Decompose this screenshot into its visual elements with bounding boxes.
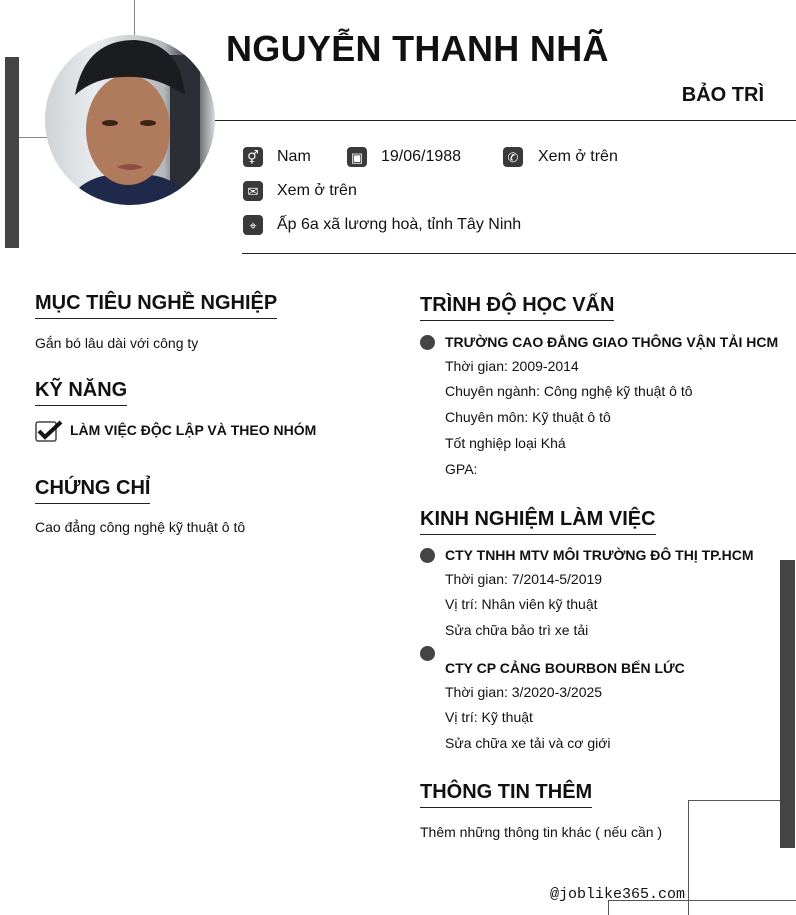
phone-icon: ✆ <box>503 147 523 167</box>
checkbox-checked-icon <box>35 419 57 440</box>
email-icon: ✉ <box>243 181 263 201</box>
company-name: CTY CP CẢNG BOURBON BẾN LỨC <box>445 660 685 676</box>
extra-info-text: Thêm những thông tin khác ( nếu cần ) <box>420 824 663 840</box>
education-line: Tốt nghiệp loại Khá <box>445 435 566 451</box>
job-title: BẢO TRÌ <box>681 84 764 106</box>
profile-photo <box>45 35 215 205</box>
certificate-text: Cao đẳng công nghệ kỹ thuật ô tô <box>35 519 246 535</box>
divider <box>215 120 796 121</box>
decor-line <box>688 800 689 915</box>
education-line: Chuyên môn: Kỹ thuật ô tô <box>445 409 611 425</box>
job-line: Vị trí: Nhân viên kỹ thuật <box>445 596 598 612</box>
skills-heading: KỸ NĂNG <box>35 379 127 406</box>
objective-heading: MỤC TIÊU NGHỀ NGHIỆP <box>35 292 277 319</box>
divider <box>242 253 796 254</box>
skill-item: LÀM VIỆC ĐỘC LẬP VÀ THEO NHÓM <box>70 422 317 438</box>
calendar-icon: ▣ <box>347 147 367 167</box>
bullet-icon <box>420 646 435 661</box>
certificates-heading: CHỨNG CHỈ <box>35 477 150 504</box>
objective-text: Gắn bó lâu dài với công ty <box>35 335 199 351</box>
decor-line <box>688 800 780 801</box>
decor-line <box>134 0 135 38</box>
education-line: GPA: <box>445 461 478 477</box>
gender-icon: ⚥ <box>243 147 263 167</box>
job-line: Sửa chữa xe tải và cơ giới <box>445 735 611 751</box>
bullet-icon <box>420 548 435 563</box>
decor-bar-left <box>5 57 19 248</box>
education-heading: TRÌNH ĐỘ HỌC VẤN <box>420 294 614 321</box>
education-line: Chuyên ngành: Công nghệ kỹ thuật ô tô <box>445 383 693 399</box>
job-line: Thời gian: 7/2014-5/2019 <box>445 571 603 587</box>
job-line: Sửa chữa bảo trì xe tải <box>445 622 589 638</box>
education-line: Thời gian: 2009-2014 <box>445 358 579 374</box>
bullet-icon <box>420 335 435 350</box>
phone-value: Xem ở trên <box>538 148 618 165</box>
candidate-name: NGUYỄN THANH NHÃ <box>226 28 609 69</box>
experience-heading: KINH NGHIỆM LÀM VIỆC <box>420 508 656 535</box>
decor-bar-right <box>780 560 795 848</box>
decor-line <box>19 137 47 138</box>
address-value: Ấp 6a xã lương hoà, tỉnh Tây Ninh <box>277 216 522 233</box>
gender-value: Nam <box>277 148 311 165</box>
location-icon: ⌖ <box>243 215 263 235</box>
extra-info-heading: THÔNG TIN THÊM <box>420 781 592 808</box>
birthday-value: 19/06/1988 <box>381 148 462 165</box>
email-value: Xem ở trên <box>277 182 357 199</box>
watermark: @joblike365.com <box>550 886 686 903</box>
job-line: Thời gian: 3/2020-3/2025 <box>445 684 603 700</box>
school-name: TRƯỜNG CAO ĐẲNG GIAO THÔNG VẬN TẢI HCM <box>445 334 779 350</box>
job-line: Vị trí: Kỹ thuật <box>445 709 533 725</box>
company-name: CTY TNHH MTV MÔI TRƯỜNG ĐÔ THỊ TP.HCM <box>445 547 754 563</box>
